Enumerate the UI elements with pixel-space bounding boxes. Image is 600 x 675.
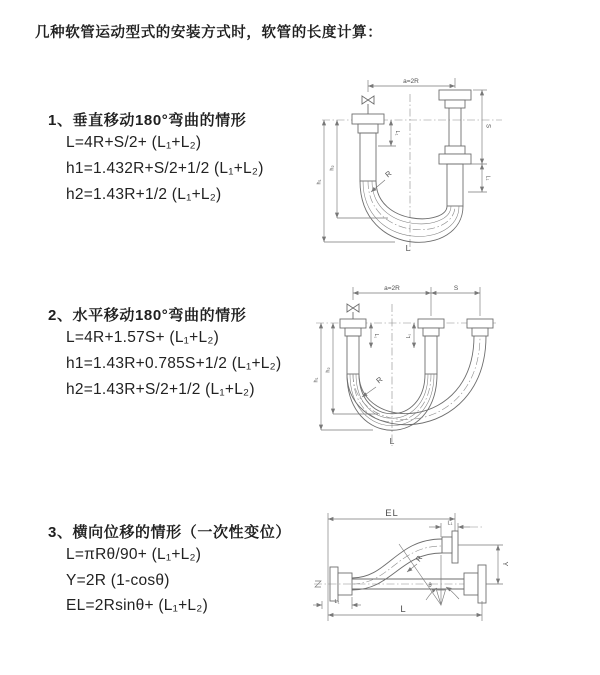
d3-upper-flange (442, 531, 458, 563)
d2-dim-h1-label: h₁ (313, 377, 320, 383)
d1-dim-l1-right (468, 164, 491, 192)
d1-radius-callout (371, 169, 394, 192)
d2-left-hose-braid (347, 336, 359, 374)
d2-dim-s (431, 285, 480, 293)
section-1-formula-h2: h2=1.43R+1/2 (L₁+L₂) (66, 186, 222, 203)
d2-dim-h2-label: h₂ (325, 367, 332, 373)
d2-right-flange (467, 319, 493, 336)
d2-middle-flange (418, 319, 444, 374)
d2-dim-l1-mid-label: L₁ (406, 333, 412, 339)
section-2-formula-h1: h1=1.43R+0.785S+1/2 (L₁+L₂) (66, 355, 282, 372)
diagram-horizontal-180-bend (308, 278, 598, 453)
d2-dim-s-label: S (453, 285, 459, 292)
section-3-formula-EL: EL=2Rsinθ+ (L₁+L₂) (66, 597, 208, 614)
d1-valve-icon (362, 96, 374, 114)
d2-dim-a2r (353, 285, 480, 316)
d2-middle-hose-braid (425, 336, 437, 374)
d2-dim-l1-left-label: L₁ (373, 333, 379, 339)
d3-dim-l-label: L (400, 604, 406, 615)
d1-dim-h2-label: h₂ (329, 165, 336, 171)
d2-dim-l1-mid (406, 323, 414, 348)
d3-angle-theta-label: θ (428, 583, 432, 589)
d3-lower-right-flange (464, 565, 486, 603)
d2-length-label: L (389, 436, 395, 446)
d3-dim-l1-top-label: L₁ (447, 520, 453, 527)
d1-dim-s (465, 90, 491, 164)
d3-dim-l1-left (313, 597, 361, 609)
d1-right-hose-braid (447, 164, 463, 206)
d1-length-label: L (405, 243, 411, 253)
d2-u-hose-position2 (347, 333, 486, 425)
section-3-heading: 3、横向位移的情形（一次性变位） (48, 524, 291, 541)
section-1-heading: 1、垂直移动180°弯曲的情形 (48, 112, 247, 129)
d2-left-flange (340, 319, 366, 374)
d1-dim-l1-right-label: L₁ (484, 175, 491, 181)
d1-dim-h1-label: h₁ (316, 179, 323, 185)
section-3-formula-Y: Y=2R (1-cosθ) (66, 572, 170, 589)
section-2-formula-L: L=4R+1.57S+ (L₁+L₂) (66, 329, 220, 346)
d1-centerlines (322, 94, 502, 252)
section-3-formula-L: L=πRθ/90+ (L₁+L₂) (66, 546, 202, 563)
d1-dim-s-label: S (484, 123, 491, 129)
d1-right-flange (439, 90, 471, 206)
d1-dim-l1-left-label: L₁ (394, 130, 400, 136)
d1-left-flange (352, 114, 384, 181)
section-2-heading: 2、水平移动180°弯曲的情形 (48, 307, 247, 324)
d1-dim-a2r-label: a=2R (403, 78, 419, 85)
d2-dim-l1-left (371, 323, 379, 348)
d3-dim-y-label: Y (501, 561, 508, 567)
d2-radius-callout (362, 375, 385, 397)
d3-dim-l (328, 601, 482, 621)
d1-u-hose-arcs (360, 181, 463, 242)
d1-radius-label: R (383, 168, 394, 180)
d2-dim-a2r-label: a=2R (384, 285, 400, 292)
page-title: 几种软管运动型式的安装方式时，软管的长度计算： (35, 25, 383, 41)
d3-dim-el-label: EL (385, 508, 399, 519)
d2-valve-icon (347, 304, 359, 319)
section-1-formula-L: L=4R+S/2+ (L₁+L₂) (66, 134, 202, 151)
d2-radius-label: R (374, 374, 385, 386)
section-2-formula-h2: h2=1.43R+S/2+1/2 (L₁+L₂) (66, 381, 255, 398)
section-1-formula-h1: h1=1.432R+S/2+1/2 (L₁+L₂) (66, 160, 264, 177)
d1-left-hose-braid (360, 133, 376, 181)
diagram-vertical-180-bend (310, 70, 600, 255)
d3-radius-label: R (413, 553, 425, 564)
d3-dim-l1-left-label: L₁ (334, 599, 340, 605)
diagram-lateral-displacement (300, 497, 600, 642)
d3-dim-el (328, 508, 455, 621)
d1-dim-h1 (317, 120, 396, 242)
d1-dim-h2 (330, 120, 389, 218)
